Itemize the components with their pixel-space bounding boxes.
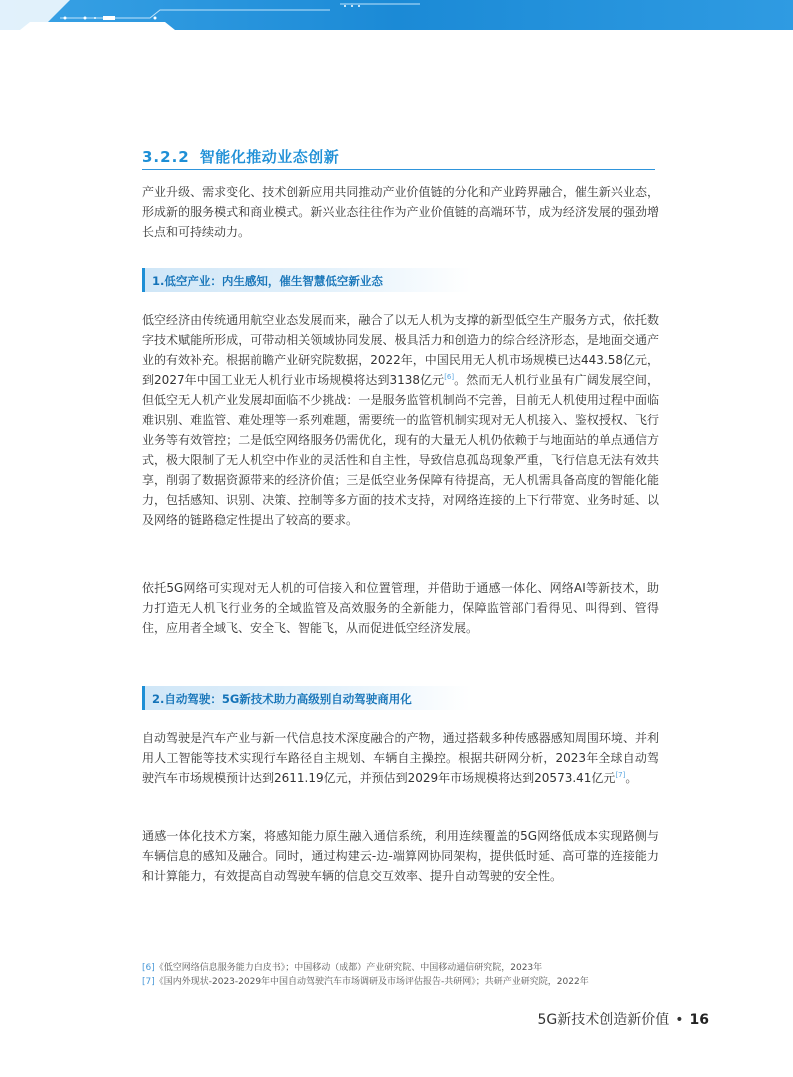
top-banner bbox=[0, 0, 793, 30]
footnote-ref-6[interactable]: [6] bbox=[444, 373, 455, 381]
subsection-heading-autonomous-driving bbox=[142, 686, 472, 710]
paragraph-text: 。 bbox=[625, 771, 638, 785]
autonomous-driving-paragraph-1 bbox=[142, 728, 659, 788]
footnote-ref-label: [6] bbox=[142, 963, 155, 973]
paragraph-text: 自动驾驶是汽车产业与新一代信息技术深度融合的产物，通过搭载多种传感器感知周围环境、并利用人工智能等技术实现行车路径自主规划、车辆自主操控。根据共研网分析，2023年全球自动驾驶汽车市场规模预计达到2611.19亿元，并预估到2029年市场规模将达到20573.41亿元 bbox=[142, 731, 659, 785]
paragraph-text: 。然而无人机行业虽有广阔发展空间，但低空无人机产业发展却面临不少挑战：一是服务监管机制尚不完善，目前无人机使用过程中面临难识别、难监管、难处理等一系列难题，需要统一的监管机制实现对无人机接入、鉴权授权、飞行业务等有效管控；二是低空网络服务仍需优化，现有的大量无人机仍依赖于与地面站的单点通信方式，极大限制了无人机空中作业的灵活性和自主性，导致信息孤岛现象严重，飞行信息无法有效共享，削弱了数据资源带来的经济价值；三是低空业务保障有待提高，无人机需具备高度的智能化能力，包括感知、识别、决策、控制等多方面的技术支持，对网络连接的上下行带宽、业务时延、以及网络的链路稳定性提出了较高的要求。 bbox=[142, 373, 659, 527]
section-title bbox=[142, 146, 339, 167]
page-number: 16 bbox=[689, 1012, 709, 1028]
footer-separator: • bbox=[675, 1012, 684, 1028]
section-number: 3.2.2 bbox=[142, 148, 190, 166]
low-altitude-paragraph-1 bbox=[142, 310, 659, 530]
footnote-ref-7[interactable]: [7] bbox=[615, 771, 626, 779]
title-divider bbox=[142, 169, 655, 170]
section-title-text: 智能化推动业态创新 bbox=[199, 148, 340, 166]
page-footer bbox=[537, 1009, 709, 1029]
subsection-heading-low-altitude bbox=[142, 268, 472, 292]
footnote-7 bbox=[142, 975, 589, 989]
low-altitude-paragraph-2: 依托5G网络可实现对无人机的可信接入和位置管理，并借助于通感一体化、网络AI等新技术，助力打造无人机飞行业务的全域监管及高效服务的全新能力，保障监管部门看得见、叫得到、管得住，应用者全域飞、安全飞、智能飞，从而促进低空经济发展。 bbox=[142, 581, 659, 635]
footnote-6 bbox=[142, 961, 542, 975]
footnote-ref-label: [7] bbox=[142, 977, 155, 987]
autonomous-driving-paragraph-2: 通感一体化技术方案，将感知能力原生融入通信系统，利用连续覆盖的5G网络低成本实现路侧与车辆信息的感知及融合。同时，通过构建云-边-端算网协同架构，提供低时延、高可靠的连接能力和计算能力，有效提高自动驾驶车辆的信息交互效率、提升自动驾驶的安全性。 bbox=[142, 829, 659, 883]
footer-title: 5G新技术创造新价值 bbox=[537, 1012, 670, 1028]
paragraph-text: 低空经济由传统通用航空业态发展而来，融合了以无人机为支撑的新型低空生产服务方式，依托数字技术赋能所形成，可带动相关领域协同发展、极具活力和创造力的综合经济形态，是地面交通产业的有效补充。根据前瞻产业研究院数据，2022年，中国民用无人机市场规模已达443.58亿元，到2027年中国工业无人机行业市场规模将达到3138亿元 bbox=[142, 313, 659, 387]
footnote-text: 《国内外现状-2023-2029年中国自动驾驶汽车市场调研及市场评估报告-共研网》；共研产业研究院，2022年 bbox=[154, 977, 589, 987]
circuit-banner-graphic bbox=[0, 0, 793, 30]
intro-paragraph: 产业升级、需求变化、技术创新应用共同推动产业价值链的分化和产业跨界融合，催生新兴业态，形成新的服务模式和商业模式。新兴业态往往作为产业价值链的高端环节，成为经济发展的强劲增长点和可持续动力。 bbox=[142, 185, 659, 239]
subsection-heading-text: 1.低空产业：内生感知，催生智慧低空新业态 bbox=[152, 274, 383, 288]
footnote-text: 《低空网络信息服务能力白皮书》；中国移动（成都）产业研究院、中国移动通信研究院，2023年 bbox=[154, 963, 543, 973]
subsection-heading-text: 2.自动驾驶：5G新技术助力高级别自动驾驶商用化 bbox=[152, 692, 412, 706]
